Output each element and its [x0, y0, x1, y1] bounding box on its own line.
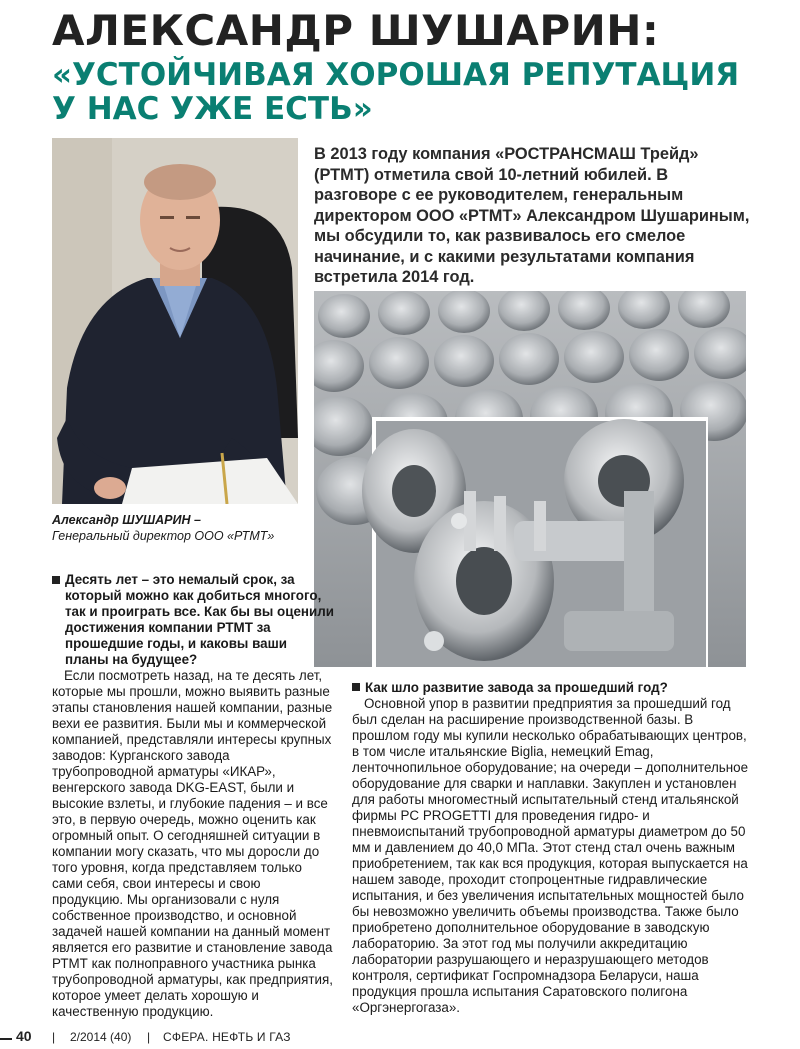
- title-quote-line-1: «УСТОЙЧИВАЯ ХОРОШАЯ РЕПУТАЦИЯ: [52, 57, 740, 93]
- title-quote-line-2: У НАС УЖЕ ЕСТЬ»: [52, 91, 373, 127]
- page-number: 40: [16, 1028, 32, 1044]
- bullet-square-icon: [352, 683, 360, 691]
- question-2: Как шло развитие завода за прошедший год?: [352, 680, 754, 696]
- article-title: [52, 6, 782, 127]
- page-footer: [0, 1028, 800, 1048]
- caption-role: Генеральный директор ООО «РТМТ»: [52, 529, 275, 543]
- photo-caption: [52, 512, 312, 544]
- portrait-photo: [52, 138, 298, 504]
- title-name: АЛЕКСАНДР ШУШАРИН:: [52, 6, 660, 55]
- issue-number: 2/2014 (40): [70, 1030, 132, 1044]
- footer-separator: |: [147, 1030, 151, 1044]
- footer-separator: |: [52, 1030, 56, 1044]
- bullet-square-icon: [52, 576, 60, 584]
- answer-1: Если посмотреть назад, на те десять лет, которые мы прошли, можно выявить разные этапы становления нашей компании, разные вехи ее развития. Были мы и коммерческой компанией, представляли интересы крупных заводов: Курганского завода трубопроводной арматуры «ИКАР», венгерского завода DKG-EAST, были и высокие взлеты, и глубокие падения – и все это, в первую очередь, можно оценить как огромный опыт. О сегодняшней ситуации в компании могу сказать, что мы доросли до того уровня, когда представляем только сами себя, свои интересы и свою продукцию. Мы организовали с нуля собственное производство, и основной задачей нашей компании на данный момент является его развитие и становление завода РТМТ как полноправного участника рынка трубопроводной арматуры, как предприятия, которое умеет делать хорошую и качественную продукцию.: [52, 668, 333, 1019]
- right-column: [352, 680, 754, 1016]
- lead-paragraph: В 2013 году компания «РОСТРАНСМАШ Трейд» (РТМТ) отметила свой 10-летний юбилей. В разговоре с ее руководителем, генеральным директором ООО «РТМТ» Александром Шушариным, мы обсудили то, как развивалось его смелое начинание, и с какими результатами компания встретила 2014 год.: [314, 145, 750, 286]
- caption-name: Александр ШУШАРИН –: [52, 513, 201, 527]
- valves-photo: [314, 291, 746, 667]
- left-column: [52, 572, 334, 1020]
- magazine-name: СФЕРА. НЕФТЬ И ГАЗ: [163, 1030, 291, 1044]
- footer-dash: [0, 1038, 12, 1040]
- question-1: Десять лет – это немалый срок, за который можно как добиться многого, так и проиграть все. Как бы вы оценили достижения компании РТМТ за прошедшие годы, и каковы ваши планы на будущее?: [52, 572, 334, 668]
- answer-2: Основной упор в развитии предприятия за прошедший год был сделан на расширение производственной базы. В прошлом году мы купили несколько обрабатывающих центров, в том числе итальянские Biglia, немецкий Emag, ленточнопильное оборудование; на очереди – дополнительное оборудование для сварки и наплавки. Закуплен и установлен для работы многоместный испытательный стенд итальянской фирмы PC PROGETTI для проведения гидро- и пневмоиспытаний трубопроводной арматуры диаметром до 50 мм и давлением до 40,0 МПа. Этот стенд стал очень важным приобретением, так как вся продукция, которая выпускается на нашем заводе, проходит стопроцентные гидравлические испытания, и без увеличения испытательных мощностей было бы невозможно увеличить объемы производства. Также было приобретено дополнительное оборудование в заводскую лабораторию. За этот год мы получили аккредитацию лаборатории разрушающего и неразрушающего методов контроля, сертификат Госпромнадзора Беларуси, наша продукция прошла испытания Саратовского полигона «Оргэнергогаза».: [352, 696, 749, 1015]
